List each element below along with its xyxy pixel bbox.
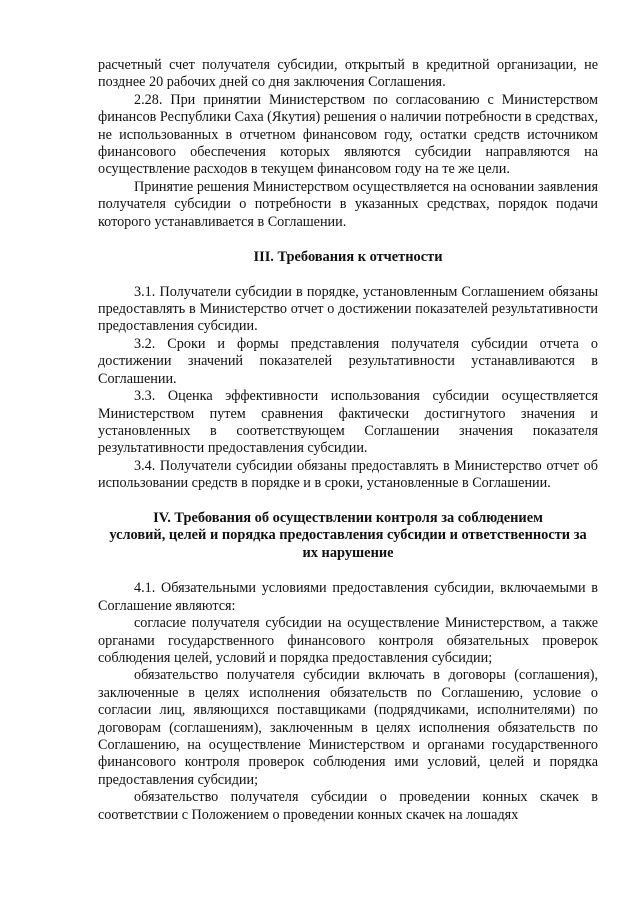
paragraph-3-2: 3.2. Сроки и формы представления получателя субсидии отчета о достижении значений показателей результативности устанавливаются в Соглашении.: [98, 335, 598, 387]
section-4-heading-line-2: условий, целей и порядка предоставления субсидии и ответственности за: [109, 527, 587, 544]
paragraph-3-4: 3.4. Получатели субсидии обязаны предоставлять в Министерство отчет об использовании средств в порядке и в сроки, установленные в Соглашении.: [98, 457, 598, 492]
section-4-heading: [98, 510, 598, 563]
paragraph-continuation: расчетный счет получателя субсидии, открытый в кредитной организации, не позднее 20 рабочих дней со дня заключения Соглашения.: [98, 57, 598, 91]
list-item-contracts-obligation: обязательство получателя субсидии включать в договоры (соглашения), заключенные в целях исполнения обязательств по Соглашению, условие о согласии лиц, являющихся поставщиками (подрядчиками, исполнителями) по договорам (соглашениям), заключенным в целях исполнения обязательств по Соглашению, на осуществление Министерством и органами государственного финансового контроля проверок соблюдения ими условий, целей и порядка предоставления субсидии;: [98, 667, 598, 788]
document-body: [98, 57, 598, 824]
section-3-heading: III. Требования к отчетности: [253, 249, 443, 266]
paragraph-decision: Принятие решения Министерством осуществляется на основании заявления получателя субсидии о потребности в указанных средствах, порядок подачи которого устанавливается в Соглашении.: [98, 178, 598, 230]
paragraph-3-3: 3.3. Оценка эффективности использования субсидии осуществляется Министерством путем сравнения фактически достигнутого значения и установленных в соответствующем Соглашении значения показателя результативности предоставления субсидии.: [98, 388, 598, 457]
list-item-consent: согласие получателя субсидии на осуществление Министерством, а также органами государственного финансового контроля обязательных проверок соблюдения целей, условий и порядка предоставления субсидии;: [98, 615, 598, 666]
paragraph-4-1: 4.1. Обязательными условиями предоставления субсидии, включаемыми в Соглашение являются:: [98, 580, 598, 614]
list-item-horse-races-obligation: обязательство получателя субсидии о проведении конных скачек в соответствии с Положением о проведении конных скачек на лошадях: [98, 789, 598, 823]
section-4-heading-line-3: их нарушение: [302, 544, 394, 561]
paragraph-3-1: 3.1. Получатели субсидии в порядке, установленным Соглашением обязаны предоставлять в Министерство отчет о достижении показателей результативности предоставления субсидии.: [98, 283, 598, 335]
paragraph-2-28: 2.28. При принятии Министерством по согласованию с Министерством финансов Республики Саха (Якутия) решения о наличии потребности в средствах, не использованных в отчетном финансовом году, остатки средств источником финансового обеспечения которых являются субсидии направляются на осуществление расходов в текущем финансовом году на те же цели.: [98, 91, 598, 178]
section-4-heading-line-1: IV. Требования об осуществлении контроля за соблюдением: [153, 509, 543, 526]
